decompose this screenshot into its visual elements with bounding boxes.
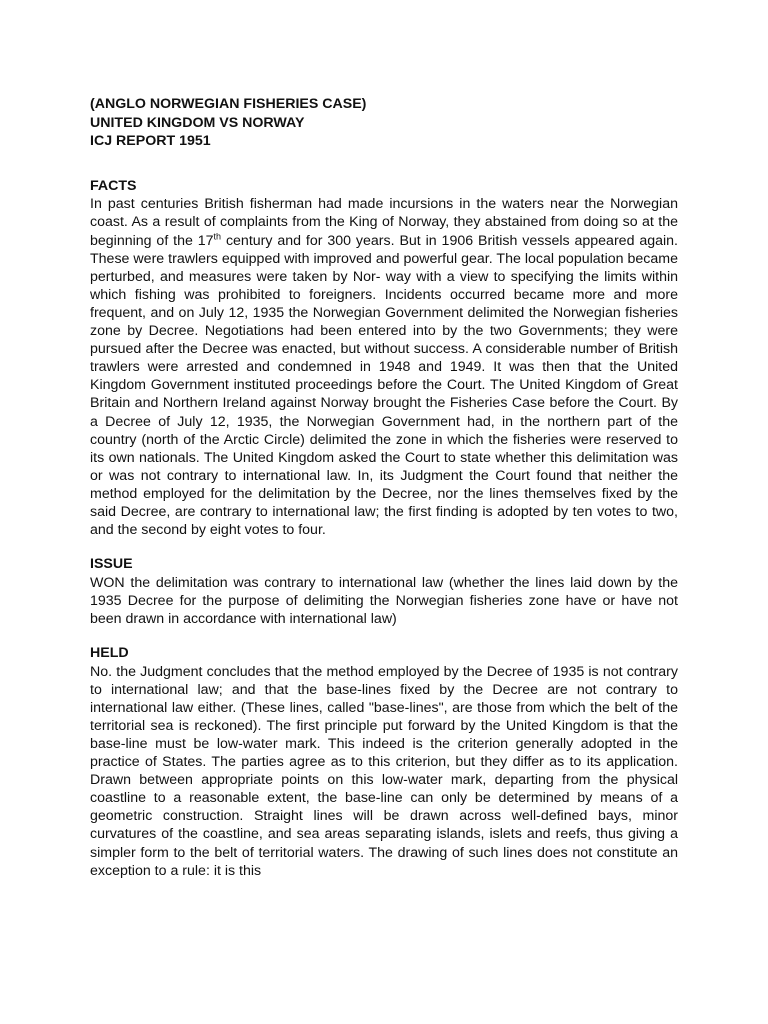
held-title: HELD — [90, 645, 129, 662]
issue-title: ISSUE — [90, 556, 133, 573]
issue-section — [90, 555, 678, 628]
facts-superscript: th — [213, 230, 222, 241]
facts-section — [90, 177, 678, 539]
held-section — [90, 644, 678, 880]
facts-text-part2: century and for 300 years. But in 1906 British vessels appeared again. These were trawlers equipped with improved and powerful gear. The local population became perturbed, and measures were taken by Nor- way with a view to specifying the limits within which fishing was prohibited to foreigners. Incidents occurred became more and more frequent, and on July 12, 1935 the Norwegian Government delimited the Norwegian fisheries zone by Decree. Negotiations had been entered into by the two Governments; they were pursued after the Decree was enacted, but without success. A considerable number of British trawlers were arrested and condemned in 1948 and 1949. It was then that the United Kingdom Government instituted proceedings before the Court. The United Kingdom of Great Britain and Northern Ireland against Norway brought the Fisheries Case before the Court. By a Decree of July 12, 1935, the Norwegian Government had, in the northern part of the country (north of the Arctic Circle) delimited the zone in which the fisheries were reserved to its own nationals. The United Kingdom asked the Court to state whether this delimitation was or was not contrary to international law. In, its Judgment the Court found that neither the method employed for the delimitation by the Decree, nor the lines themselves fixed by the said Decree, are contrary to international law; the first finding is adopted by ten votes to two, and the second by eight votes to four. — [90, 232, 678, 539]
held-paragraph: No. the Judgment concludes that the method employed by the Decree of 1935 is not contrary to international law; and that the base-lines fixed by the Decree are not contrary to international law either. (These lines, called "base-lines", are those from which the belt of the territorial sea is reckoned). The first principle put forward by the United Kingdom is that the base-line must be low-water mark. This indeed is the criterion generally adopted in the practice of States. The parties agree as to this criterion, but they differ as to its application. Drawn between appropriate points on this low-water mark, departing from the physical coastline to a reasonable extent, the base-line can only be determined by means of a geometric construction. Straight lines will be drawn across well-defined bays, minor curvatures of the coastline, and sea areas separating islands, islets and reefs, thus giving a simpler form to the belt of territorial waters. The drawing of such lines does not constitute an exception to a rule: it is this — [90, 663, 678, 879]
document-page — [90, 95, 678, 880]
case-parties: UNITED KINGDOM VS NORWAY — [90, 114, 305, 131]
case-title: (ANGLO NORWEGIAN FISHERIES CASE) — [90, 96, 367, 112]
facts-title: FACTS — [90, 177, 137, 194]
issue-paragraph: WON the delimitation was contrary to international law (whether the lines laid down by the 1935 Decree for the purpose of delimiting the Norwegian fisheries zone have or have not been drawn in accordance with international law) — [90, 574, 678, 627]
facts-paragraph — [90, 195, 678, 539]
case-report: ICJ REPORT 1951 — [90, 133, 211, 150]
case-heading — [90, 95, 678, 151]
facts-text-part1: In past centuries British fisherman had made incursions in the waters near the Norwegian coast. As a result of complaints from the King of Norway, they abstained from doing so at the beginning of the 17 — [90, 196, 678, 249]
